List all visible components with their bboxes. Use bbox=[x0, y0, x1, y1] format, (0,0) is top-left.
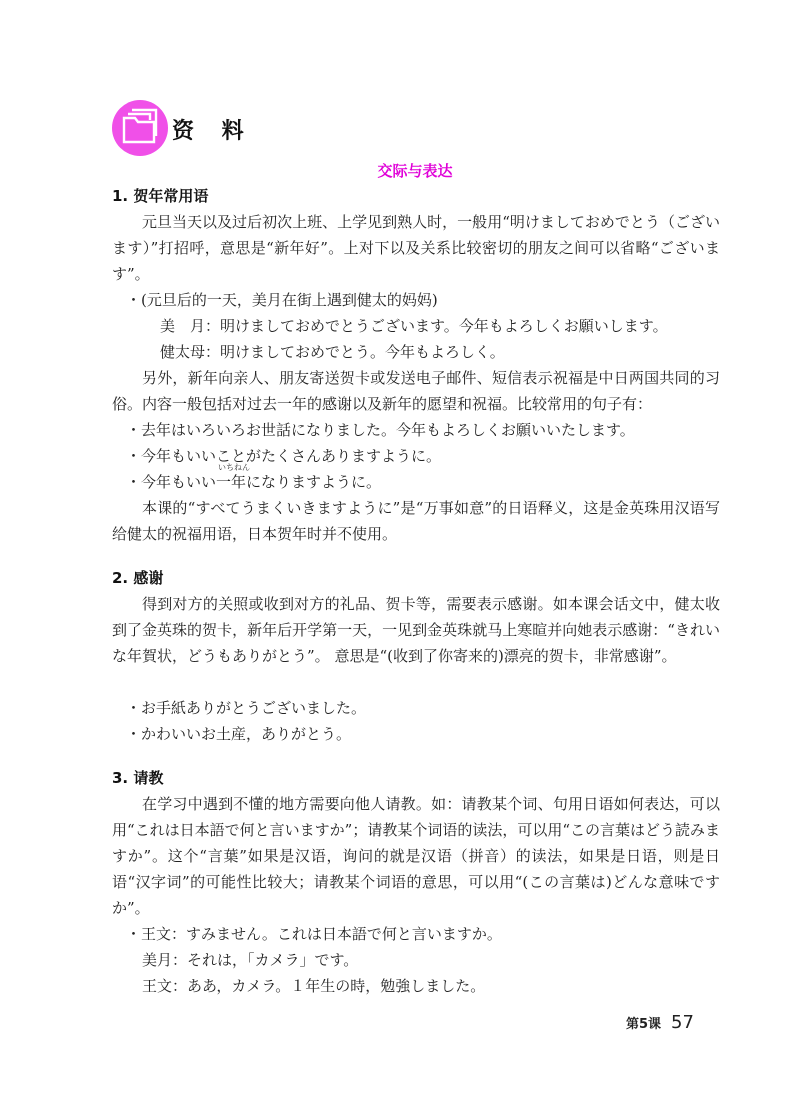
section-header bbox=[110, 98, 260, 158]
heading-thanks: 2. 感谢 bbox=[112, 569, 164, 587]
ruby-word bbox=[216, 463, 251, 491]
heading-asking: 3. 请教 bbox=[112, 769, 164, 787]
paragraph: 元旦当天以及过后初次上班、上学见到熟人时，一般用“明けましておめでとう（ございます）”打招呼，意思是“新年好”。上对下以及关系比较密切的朋友之间可以省略“ございます”。 bbox=[112, 213, 720, 283]
book-folder-icon bbox=[110, 98, 170, 158]
dialogue-line: 健太母：明けましておめでとう。今年もよろしく。 bbox=[160, 343, 505, 361]
dialogue-line: 王文：ああ，カメラ。１年生の時，勉強しました。 bbox=[142, 977, 486, 995]
example-sentence: ・今年もいいことがたくさんありますように。 bbox=[126, 447, 442, 465]
example-sentence bbox=[126, 463, 382, 495]
page-footer bbox=[626, 1012, 694, 1033]
furigana: いちねん bbox=[218, 463, 251, 472]
heading-new-year-greetings: 1. 贺年常用语 bbox=[112, 187, 209, 205]
example-text: になりますように。 bbox=[246, 473, 382, 491]
dialogue-line: ・王文：すみません。これは日本語で何と言いますか。 bbox=[126, 925, 502, 943]
example-text: ・今年もいい bbox=[126, 473, 217, 491]
example-sentence: ・お手紙ありがとうございました。 bbox=[126, 699, 367, 717]
paragraph: 得到对方的关照或收到对方的礼品、贺卡等，需要表示感谢。如本课会话文中，健太收到了金英珠的贺卡，新年后开学第一天，一见到金英珠就马上寒暄并向她表示感谢：“きれいな年賀状，どうもありがとう”。 意思是“(收到了你寄来的)漂亮的贺卡，非常感谢”。 bbox=[112, 595, 720, 665]
paragraph: 另外，新年向亲人、朋友寄送贺卡或发送电子邮件、短信表示祝福是中日两国共同的习俗。内容一般包括对过去一年的感谢以及新年的愿望和祝福。比较常用的句子有： bbox=[112, 369, 720, 413]
dialogue-line: 美月：それは，「カメラ」です。 bbox=[142, 951, 359, 969]
header-title: 资 料 bbox=[172, 119, 254, 144]
word: 一年 bbox=[216, 473, 247, 491]
dialogue-line: 美 月：明けましておめでとうございます。今年もよろしくお願いします。 bbox=[160, 317, 668, 335]
page-number: 57 bbox=[671, 1012, 694, 1033]
example-sentence: ・かわいいお土産，ありがとう。 bbox=[126, 725, 352, 743]
paragraph: 本课的“すべてうまくいきますように”是“万事如意”的日语释义，这是金英珠用汉语写给健太的祝福用语，日本贺年时并不使用。 bbox=[112, 499, 720, 543]
example-sentence: ・去年はいろいろお世話になりました。今年もよろしくお願いいたします。 bbox=[126, 421, 635, 439]
paragraph: 在学习中遇到不懂的地方需要向他人请教。如：请教某个词、句用日语如何表达，可以用“これは日本語で何と言いますか”；请教某个词语的读法，可以用“この言葉はどう読みますか”。这个“言葉”如果是汉语，询问的就是汉语（拼音）的读法，如果是日语，则是日语“汉字词”的可能性比较大；请教某个词语的意思，可以用“(この言葉は)どんな意味ですか”。 bbox=[112, 795, 721, 917]
lesson-label: 第5课 bbox=[626, 1017, 662, 1032]
dialogue-context: ・(元旦后的一天，美月在街上遇到健太的妈妈) bbox=[126, 291, 438, 309]
section-title: 交际与表达 bbox=[377, 162, 453, 180]
